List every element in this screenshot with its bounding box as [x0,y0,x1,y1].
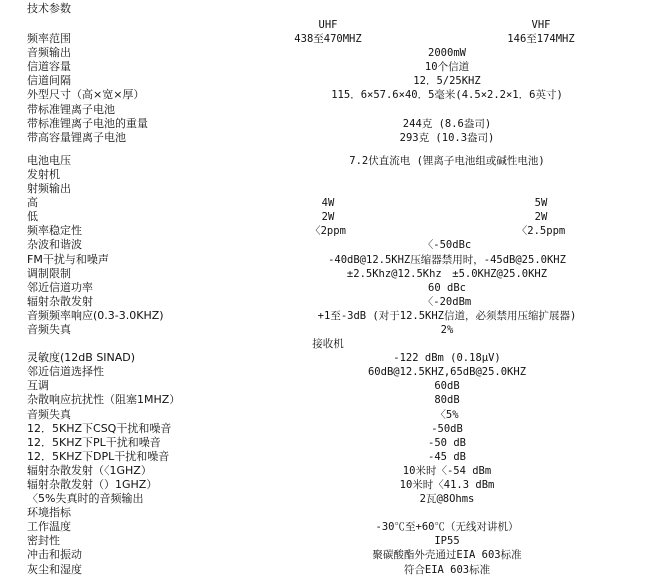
spec-value: 80dB [434,394,460,407]
spec-row [0,103,660,117]
spec-label: 环境指标 [27,506,71,520]
spec-value: 2瓦@8Ohms [419,493,475,506]
spec-label: 信道间隔 [27,74,71,88]
spec-row [0,88,660,102]
spec-value: -40dB@12.5KHZ压缩器禁用时，-45dB@25.0KHZ [328,253,566,266]
spec-label: 音频输出 [27,46,71,60]
spec-row [0,548,660,562]
spec-row [0,520,660,534]
spec-value: 〈-50dBc [422,239,472,252]
spec-row [0,253,660,267]
spec-value-vhf: 2W [534,211,548,224]
spec-row [0,60,660,74]
spec-value-uhf: 4W [321,197,335,210]
spec-value-vhf: 146至174MHZ [507,33,575,46]
spec-label: 调制限制 [27,266,71,280]
spec-value: IP55 [434,535,460,548]
spec-label: 互调 [27,379,49,393]
spec-label: 邻近信道选择性 [27,365,104,379]
spec-value-uhf: UHF [318,19,338,31]
spec-label: 〈5%失真时的音频输出 [27,492,144,506]
spec-value: -50 dB [428,436,466,449]
row-spacer [0,145,660,154]
spec-row [0,131,660,145]
spec-value: -50dB [431,422,463,435]
spec-label: 高 [27,196,38,210]
spec-row [0,238,660,252]
spec-row [0,210,660,224]
spec-label: 工作温度 [27,520,71,534]
spec-row [0,168,660,182]
spec-value-uhf: 2W [321,211,335,224]
spec-row [0,506,660,520]
spec-row [0,393,660,407]
spec-label: 密封性 [27,534,60,548]
spec-label: 射频输出 [27,182,71,196]
spec-row [0,422,660,436]
spec-row [0,351,660,365]
spec-value: -122 dBm (0.18μV) [393,352,501,365]
spec-row [0,309,660,323]
spec-label: 12．5KHZ下CSQ干扰和噪音 [27,421,172,435]
spec-value: 2% [440,323,454,336]
spec-value: 244克 (8.6盎司) [402,117,492,130]
spec-row [0,563,660,577]
spec-label: 灰尘和湿度 [27,562,82,576]
spec-label: 频率范围 [27,32,71,46]
spec-value-uhf: 438至470MHZ [294,33,362,46]
spec-row [0,365,660,379]
spec-value: 7.2伏直流电 (锂离子电池组或碱性电池) [349,154,545,167]
spec-label: 灵敏度(12dB SINAD) [27,351,136,365]
spec-label: 辐射杂散发射（〈1GHZ） [27,463,152,477]
spec-value: 2000mW [428,47,466,60]
spec-value: 115．6×57.6×40．5毫米(4.5×2.2×1．6英寸) [331,89,563,102]
spec-label: 带标准锂离子电池 [27,102,115,116]
spec-value: -30℃至+60℃（无线对讲机） [375,521,519,534]
spec-row [0,436,660,450]
spec-row [0,492,660,506]
spec-value: 60dB [434,380,460,393]
spec-value: 符合EIA 603标准 [403,563,491,576]
spec-row [0,182,660,196]
spec-label: 杂波和谐波 [27,238,82,252]
spec-label: 12．5KHZ下PL干扰和噪音 [27,435,161,449]
spec-value: +1至-3dB (对于12.5KHZ信道，必须禁用压缩扩展器) [317,309,577,322]
spec-row [0,323,660,337]
spec-row [0,534,660,548]
spec-label: 带标准锂离子电池的重量 [27,116,148,130]
spec-row [0,196,660,210]
spec-label: 音频频率响应(0.3-3.0KHZ) [27,308,164,322]
spec-label: 辐射杂散发射 [27,294,93,308]
spec-table [0,18,660,577]
spec-label: FM干扰与和噪声 [27,252,109,266]
spec-value: -45 dB [428,450,466,463]
spec-value: 10米时〈41.3 dBm [399,479,495,491]
spec-label: 辐射杂散发射（）1GHZ） [27,478,158,491]
spec-value-vhf: 〈2.5ppm [516,225,566,238]
spec-label: 音频失真 [27,407,71,421]
spec-value-uhf: 接收机 [312,338,344,351]
spec-label: 冲击和振动 [27,548,82,562]
spec-value: 〈5% [435,408,459,421]
spec-row [0,74,660,88]
spec-value: 10米时〈-54 dBm [402,464,492,477]
spec-value: 〈-20dBm [422,295,472,308]
spec-row [0,478,660,492]
spec-label: 外型尺寸（高×宽×厚） [27,88,145,102]
spec-row [0,46,660,60]
spec-value: 10个信道 [424,61,470,74]
spec-value: 聚碳酸酯外壳通过EIA 603标准 [372,549,522,562]
spec-row [0,267,660,281]
spec-row [0,379,660,393]
spec-value: 60dB@12.5KHZ,65dB@25.0KHZ [367,366,527,379]
spec-row [0,281,660,295]
spec-row [0,450,660,464]
spec-value: 293克 (10.3盎司) [399,131,495,144]
spec-row [0,464,660,478]
spec-row [0,32,660,46]
spec-label: 音频失真 [27,322,71,336]
spec-label: 12．5KHZ下DPL干扰和噪音 [27,449,170,463]
spec-label: 带高容量锂离子电池 [27,130,126,144]
spec-row [0,117,660,131]
spec-row [0,408,660,422]
spec-row [0,224,660,238]
spec-value: ±2.5Khz@12.5Khz ±5.0KHZ@25.0KHZ [346,267,548,280]
spec-label: 发射机 [27,167,60,181]
spec-label: 低 [27,210,38,224]
spec-value: 60 dBc [428,281,466,294]
spec-value-vhf: 5W [534,197,548,210]
spec-label: 频率稳定性 [27,224,82,238]
spec-row [0,337,660,351]
spec-label: 杂散响应抗扰性（阻塞1MHZ） [27,393,181,407]
spec-row [0,295,660,309]
spec-label: 邻近信道功率 [27,280,93,294]
spec-value-vhf: VHF [531,19,551,31]
page-title: 技术参数 [27,2,71,15]
spec-value: 12．5/25KHZ [413,75,481,88]
spec-value-uhf: 〈2ppm [310,225,346,238]
spec-label: 电池电压 [27,153,71,167]
spec-label: 信道容量 [27,60,71,74]
spec-row [0,18,660,32]
spec-row [0,154,660,168]
